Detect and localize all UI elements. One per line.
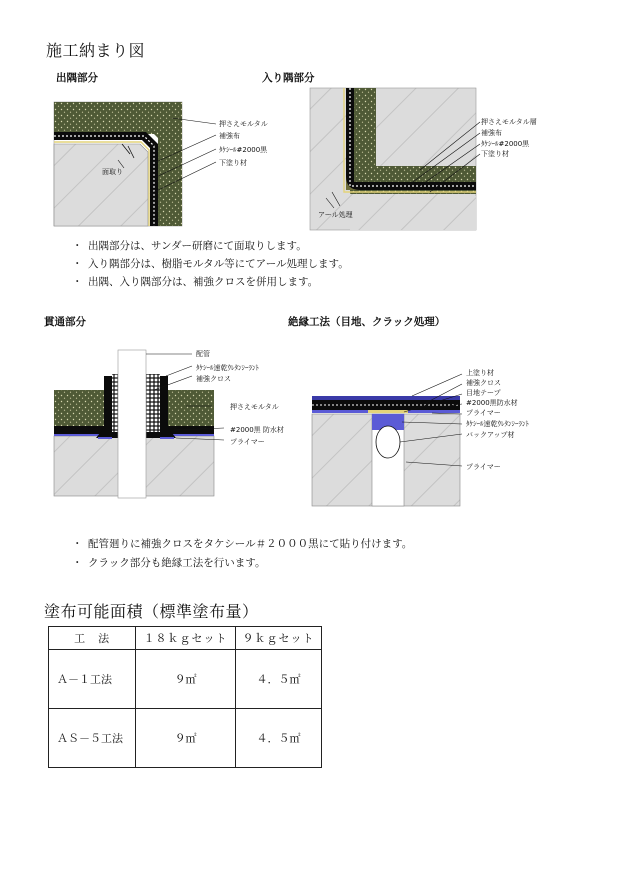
label-ins-waterproof: #2000黒防水材 bbox=[466, 399, 518, 407]
header-method: 工 法 bbox=[49, 627, 136, 650]
bullet-2: ・ 入り隅部分は、樹脂モルタル等にてアール処理します。 bbox=[72, 258, 349, 270]
bullet-4: ・ 配管廻りに補強クロスをタケシール＃２０００黒にて貼り付けます。 bbox=[72, 538, 413, 550]
label-int-takeseal: ﾀｹｼｰﾙ#2000黒 bbox=[481, 140, 530, 148]
label-int-undercoat: 下塗り材 bbox=[481, 150, 509, 158]
row-method: ＡＳ－５工法 bbox=[49, 709, 136, 768]
label-pen-primer: プライマー bbox=[230, 438, 265, 446]
label-ins-cloth: 補強クロス bbox=[466, 379, 501, 387]
bullet-3: ・ 出隅、入り隅部分は、補強クロスを併用します。 bbox=[72, 276, 319, 288]
header-9kg: ９ｋｇセット bbox=[235, 627, 321, 650]
bullet-1: ・ 出隅部分は、サンダー研磨にて面取りします。 bbox=[72, 240, 307, 252]
label-int-mortar: 押さえモルタル層 bbox=[481, 118, 537, 126]
bullet-5: ・ クラック部分も絶縁工法を行います。 bbox=[72, 557, 266, 569]
header-18kg: １８ｋｇセット bbox=[136, 627, 236, 650]
internal-corner-diagram bbox=[310, 88, 542, 230]
label-pen-cloth: 補強クロス bbox=[196, 375, 231, 383]
row-18kg: ９㎡ bbox=[136, 709, 236, 768]
label-pen-sealant: ﾀｹｼｰﾙ速乾ｳﾚﾀﾝｼｰﾗﾝﾄ bbox=[196, 364, 259, 372]
label-ins-primer-top: プライマー bbox=[466, 409, 501, 417]
label-pen-pipe: 配管 bbox=[196, 350, 210, 358]
label-ins-sealant: ﾀｹｼｰﾙ速乾ｳﾚﾀﾝｼｰﾗﾝﾄ bbox=[466, 420, 529, 428]
section-title-construction: 施工納まり図 bbox=[46, 41, 146, 60]
coverage-table bbox=[48, 626, 322, 768]
label-pen-mortar: 押さえモルタル bbox=[230, 403, 279, 411]
label-ins-tape: 目地テープ bbox=[466, 389, 501, 397]
row-18kg: ９㎡ bbox=[136, 650, 236, 709]
label-ext-takeseal: ﾀｹｼｰﾙ#2000黒 bbox=[219, 146, 268, 154]
label-ext-undercoat: 下塗り材 bbox=[219, 159, 247, 167]
label-pen-waterproof: #2000黒 防水材 bbox=[230, 426, 284, 434]
coverage-title: 塗布可能面積（標準塗布量） bbox=[44, 602, 259, 621]
row-9kg: ４．５㎡ bbox=[235, 709, 321, 768]
label-ins-topcoat: 上塗り材 bbox=[466, 369, 494, 377]
label-ins-backup: バックアップ材 bbox=[466, 431, 515, 439]
label-ins-primer-bottom: プライマー bbox=[466, 463, 501, 471]
label-ext-chamfer: 面取り bbox=[102, 168, 123, 176]
insulation-diagram bbox=[312, 372, 462, 506]
caption-external-corner: 出隅部分 bbox=[56, 72, 98, 84]
label-int-cloth: 補強布 bbox=[481, 129, 502, 137]
label-ext-cloth: 補強布 bbox=[219, 132, 240, 140]
table-header-row bbox=[49, 627, 322, 650]
label-int-radius: アール処理 bbox=[318, 211, 353, 219]
row-method: Ａ－１工法 bbox=[49, 650, 136, 709]
table-row bbox=[49, 709, 322, 768]
row-9kg: ４．５㎡ bbox=[235, 650, 321, 709]
table-row bbox=[49, 650, 322, 709]
caption-penetration: 貫通部分 bbox=[44, 316, 86, 328]
label-ext-mortar: 押さえモルタル bbox=[219, 120, 268, 128]
caption-insulation: 絶縁工法（目地、クラック処理） bbox=[288, 316, 446, 328]
caption-internal-corner: 入り隅部分 bbox=[262, 72, 315, 84]
